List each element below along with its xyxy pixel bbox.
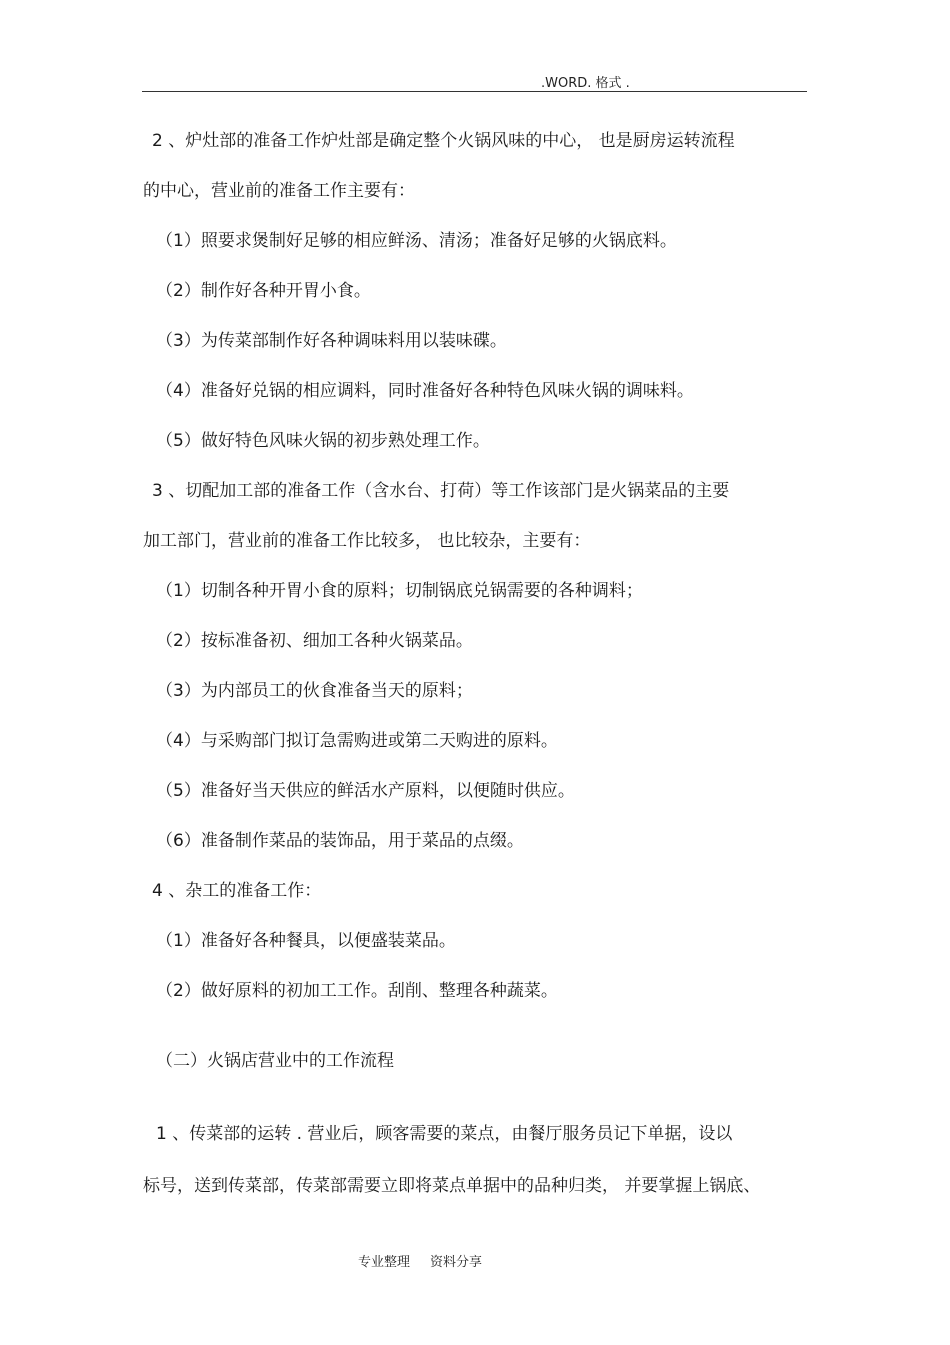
footer-left-text: 专业整理 (358, 1255, 411, 1270)
line-2-item-3: （3）为传菜部制作好各种调味料用以装味碟。 (156, 331, 507, 351)
line-2-item-1: （1）照要求煲制好足够的相应鲜汤、清汤；准备好足够的火锅底料。 (156, 231, 677, 251)
line-4-item-1: （1）准备好各种餐具，以便盛装菜品。 (156, 931, 456, 951)
line-section-3-title: 3 、切配加工部的准备工作（含水台、打荷）等工作该部门是火锅菜品的主要 (152, 481, 730, 501)
line-part-2-item-1: 1 、传菜部的运转 . 营业后，顾客需要的菜点，由餐厅服务员记下单据，设以 (156, 1124, 733, 1144)
page-header: .WORD. 格式 . (541, 76, 630, 91)
line-3-item-4: （4）与采购部门拟订急需购进或第二天购进的原料。 (156, 731, 558, 751)
line-section-2-cont: 的中心，营业前的准备工作主要有： (143, 181, 415, 201)
line-3-item-3: （3）为内部员工的伙食准备当天的原料； (156, 681, 473, 701)
line-section-4-title: 4 、杂工的准备工作： (152, 881, 322, 901)
page-footer (358, 1251, 482, 1270)
line-3-item-6: （6）准备制作菜品的装饰品，用于菜品的点缀。 (156, 831, 524, 851)
line-2-item-5: （5）做好特色风味火锅的初步熟处理工作。 (156, 431, 490, 451)
line-2-item-4: （4）准备好兑锅的相应调料，同时准备好各种特色风味火锅的调味料。 (156, 381, 694, 401)
line-3-item-1: （1）切制各种开胃小食的原料；切制锅底兑锅需要的各种调料； (156, 581, 643, 601)
line-section-3-cont: 加工部门，营业前的准备工作比较多， 也比较杂，主要有： (143, 531, 591, 551)
line-part-2-heading: （二）火锅店营业中的工作流程 (156, 1051, 394, 1071)
header-rule (142, 91, 807, 92)
line-4-item-2: （2）做好原料的初加工工作。刮削、整理各种蔬菜。 (156, 981, 558, 1001)
line-3-item-2: （2）按标准备初、细加工各种火锅菜品。 (156, 631, 473, 651)
line-2-item-2: （2）制作好各种开胃小食。 (156, 281, 371, 301)
line-part-2-item-1-cont: 标号，送到传菜部，传菜部需要立即将菜点单据中的品种归类， 并要掌握上锅底、 (143, 1176, 761, 1196)
line-3-item-5: （5）准备好当天供应的鲜活水产原料，以便随时供应。 (156, 781, 575, 801)
line-section-2-title: 2 、炉灶部的准备工作炉灶部是确定整个火锅风味的中心， 也是厨房运转流程 (152, 131, 735, 151)
footer-right-text: 资料分享 (430, 1255, 483, 1270)
